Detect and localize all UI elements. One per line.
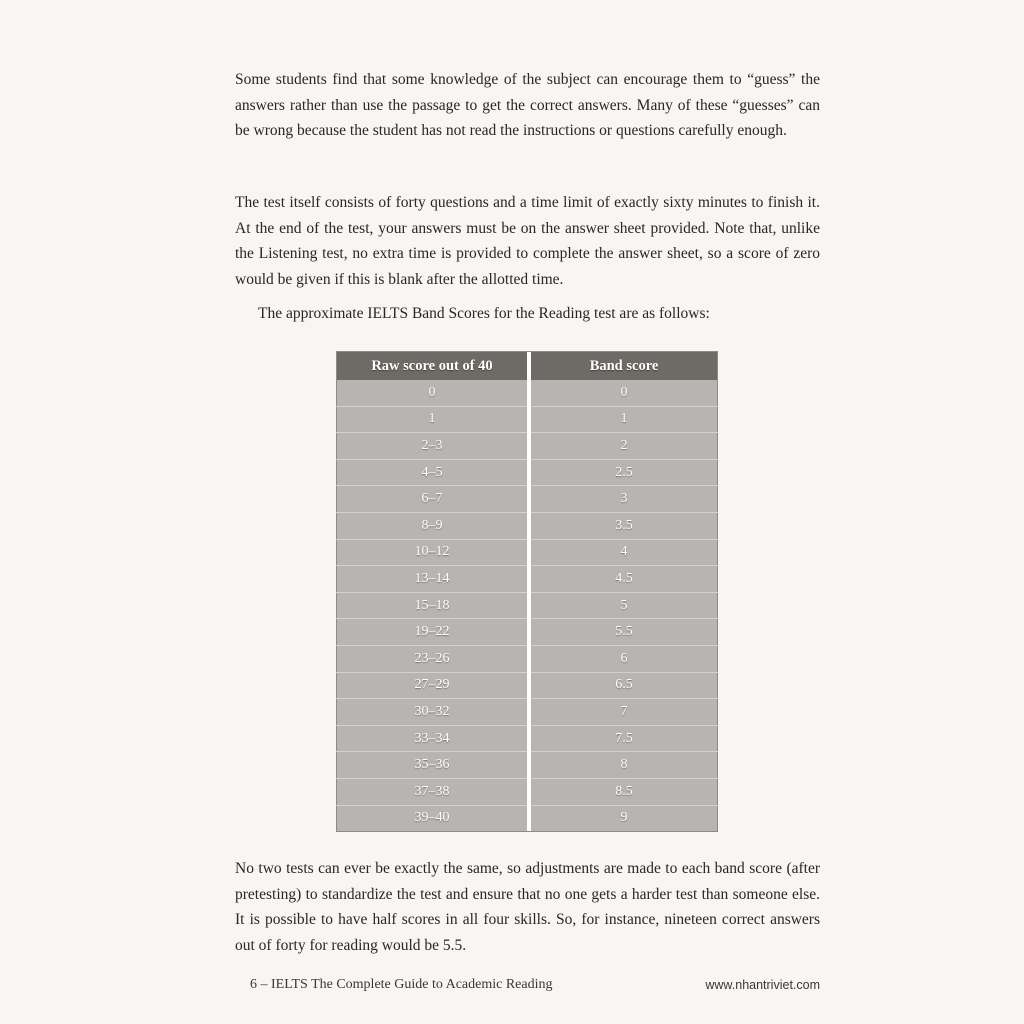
raw-score-cell: 39–40 — [414, 810, 450, 826]
table-row — [337, 380, 718, 406]
raw-score-cell: 23–26 — [337, 645, 528, 672]
band-score-cell: 6 — [531, 645, 718, 672]
band-score-cell: 3.5 — [531, 512, 718, 539]
table-row — [337, 486, 718, 513]
raw-score-cell: 13–14 — [337, 566, 528, 593]
table-row — [337, 725, 718, 752]
raw-score-cell: 8–9 — [337, 512, 528, 539]
band-score-cell: 3 — [531, 486, 718, 513]
band-score-cell: 0 — [531, 380, 718, 406]
table-intro-text: The approximate IELTS Band Scores for the Reading test are as follows: — [258, 305, 710, 322]
band-score-cell: 8.5 — [531, 778, 718, 805]
table-header-row — [337, 352, 718, 381]
band-score-table — [336, 351, 718, 832]
table-row — [337, 672, 718, 699]
band-score-cell: 2 — [531, 433, 718, 460]
table-row — [337, 592, 718, 619]
raw-score-cell: 33–34 — [337, 725, 528, 752]
raw-score-cell: 0 — [337, 380, 528, 406]
raw-score-cell: 6–7 — [337, 486, 528, 513]
band-score-cell: 4 — [531, 539, 718, 566]
table-row — [337, 512, 718, 539]
band-score-cell: 8 — [531, 752, 718, 779]
raw-score-cell: 4–5 — [337, 459, 528, 486]
table-row — [337, 752, 718, 779]
header-raw-score: Raw score out of 40 — [337, 352, 528, 381]
table-row — [337, 619, 718, 646]
band-score-cell: 5.5 — [531, 619, 718, 646]
band-score-cell: 6.5 — [531, 672, 718, 699]
table-row — [337, 539, 718, 566]
page-footer-title: 6 – IELTS The Complete Guide to Academic Reading — [250, 977, 553, 992]
table-row — [337, 459, 718, 486]
table-row — [337, 645, 718, 672]
raw-score-cell: 37–38 — [337, 778, 528, 805]
raw-score-cell: 2–3 — [337, 433, 528, 460]
band-score-cell: 7 — [531, 699, 718, 726]
paragraph-guessing: Some students find that some knowledge of the subject can encourage them to “guess” the answers rather than use the passage to get the correct answers. Many of these “guesses” can be wrong because the student has not read the instructions or questions carefully enough. — [235, 71, 820, 139]
table-row — [337, 406, 718, 433]
band-score-cell: 9 — [620, 810, 628, 826]
table-row — [337, 566, 718, 593]
table-row — [337, 433, 718, 460]
page-footer-url: www.nhantriviet.com — [705, 978, 820, 992]
band-score-cell: 2.5 — [531, 459, 718, 486]
table-body — [337, 380, 718, 832]
band-score-cell: 7.5 — [531, 725, 718, 752]
raw-score-cell: 19–22 — [337, 619, 528, 646]
table-row — [337, 778, 718, 805]
raw-score-cell: 27–29 — [337, 672, 528, 699]
raw-score-cell: 10–12 — [337, 539, 528, 566]
band-score-cell: 1 — [531, 406, 718, 433]
band-score-cell: 5 — [531, 592, 718, 619]
raw-score-cell: 15–18 — [337, 592, 528, 619]
raw-score-cell: 35–36 — [337, 752, 528, 779]
band-score-cell: 4.5 — [531, 566, 718, 593]
table-row — [337, 699, 718, 726]
table-row — [337, 805, 718, 832]
paragraph-test-format: The test itself consists of forty questions and a time limit of exactly sixty minutes to finish it. At the end of the test, your answers must be on the answer sheet provided. Note that, unlike the Listening test, no extra time is provided to complete the answer sheet, so a score of zero would be given if this is blank after the allotted time. — [235, 194, 820, 288]
raw-score-cell: 1 — [337, 406, 528, 433]
raw-score-cell: 30–32 — [337, 699, 528, 726]
paragraph-adjustments: No two tests can ever be exactly the same, so adjustments are made to each band score (after pretesting) to standardize the test and ensure that no one gets a harder test than someone else. It is possible to have half scores in all four skills. So, for instance, nineteen correct answers out of forty for reading would be 5.5. — [235, 860, 820, 954]
header-band-score: Band score — [531, 352, 718, 381]
